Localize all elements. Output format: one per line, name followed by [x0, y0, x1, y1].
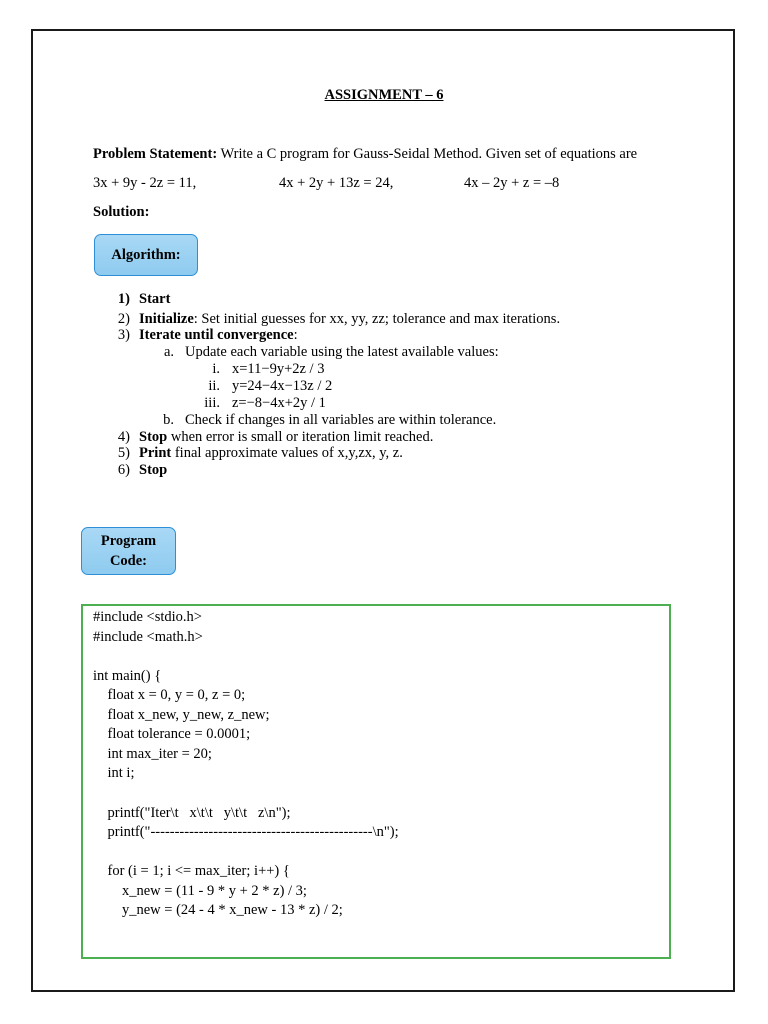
subsubstep-number: iii.	[204, 395, 220, 411]
algorithm-label: Algorithm:	[111, 247, 181, 263]
formula-x: x=11−9y+2z / 3	[232, 361, 325, 377]
substep-update: Update each variable using the latest available values:	[185, 344, 499, 360]
code-line: y_new = (24 - 4 * x_new - 13 * z) / 2;	[93, 902, 343, 919]
equation-2: 4x + 2y + 13z = 24,	[279, 175, 394, 191]
code-line: for (i = 1; i <= max_iter; i++) {	[93, 863, 290, 880]
program-label: Program	[100, 533, 157, 549]
code-line: printf("Iter\t x\t\t y\t\t z\n");	[93, 804, 291, 821]
subsubstep-number: ii.	[208, 378, 220, 394]
formula-y: y=24−4x−13z / 2	[232, 378, 333, 394]
step-bold: Stop	[139, 429, 168, 445]
assignment-title: ASSIGNMENT – 6	[324, 87, 444, 103]
step-number: 5)	[117, 445, 130, 461]
formula-z: z=−8−4x+2y / 1	[232, 395, 326, 411]
step-number: 6)	[117, 462, 130, 478]
step-number: 4)	[117, 429, 130, 445]
code-line: #include <stdio.h>	[93, 609, 202, 625]
program-code-callout	[81, 527, 176, 575]
code-line: float tolerance = 0.0001;	[93, 726, 251, 743]
step-stop-condition	[139, 429, 433, 446]
step-text: : Set initial guesses for xx, yy, zz; tolerance and max iterations.	[193, 311, 561, 327]
equation-1: 3x + 9y - 2z = 11,	[93, 175, 197, 191]
code-label: Code:	[109, 553, 148, 569]
step-initialize	[139, 311, 560, 328]
algorithm-callout	[94, 234, 198, 276]
code-line: #include <math.h>	[93, 628, 203, 645]
problem-label: Problem Statement:	[93, 146, 218, 162]
subsubstep-number: i.	[212, 361, 220, 377]
step-iterate	[139, 327, 298, 344]
code-line: printf("----------------------------------------------\n");	[93, 824, 399, 841]
code-line: int i;	[93, 765, 135, 782]
step-bold: Print	[139, 445, 172, 461]
substep-check: Check if changes in all variables are within tolerance.	[185, 412, 497, 428]
problem-statement	[93, 146, 637, 163]
step-number: 2)	[117, 311, 130, 327]
step-text: final approximate values of x,y,zx, y, z.	[171, 445, 403, 461]
step-bold: Iterate until convergence	[139, 327, 294, 343]
step-start: Start	[139, 291, 171, 307]
step-text: :	[293, 327, 298, 343]
code-line: int main() {	[93, 667, 162, 684]
step-number: 3)	[117, 327, 130, 343]
step-text: when error is small or iteration limit reached.	[167, 429, 434, 445]
code-line: x_new = (11 - 9 * y + 2 * z) / 3;	[93, 882, 307, 899]
problem-text: Write a C program for Gauss-Seidal Method. Given set of equations are	[217, 146, 638, 162]
substep-number: b.	[163, 412, 174, 428]
code-line: float x = 0, y = 0, z = 0;	[93, 687, 246, 704]
code-line: float x_new, y_new, z_new;	[93, 706, 270, 723]
substep-number: a.	[163, 344, 174, 360]
step-print	[139, 445, 403, 462]
code-line: int max_iter = 20;	[93, 745, 212, 762]
solution-label: Solution:	[93, 204, 150, 220]
equation-3: 4x – 2y + z = –8	[464, 175, 560, 191]
step-bold: Initialize	[139, 311, 194, 327]
step-number: 1)	[117, 291, 130, 307]
step-stop: Stop	[139, 462, 168, 478]
